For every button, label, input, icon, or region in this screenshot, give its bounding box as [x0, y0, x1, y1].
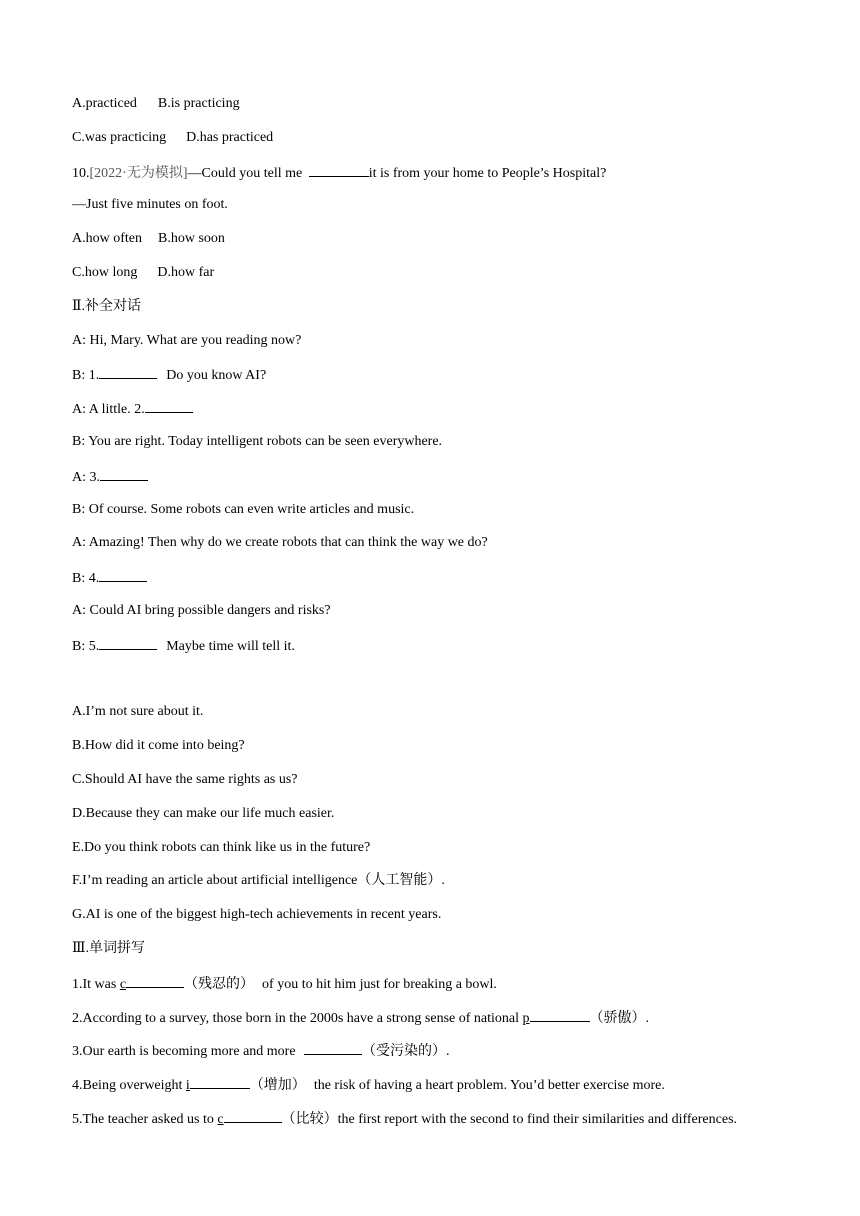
dialogue-option-d: D.Because they can make our life much easier. — [72, 805, 335, 821]
dialogue-option-g: G.AI is one of the biggest high-tech achievements in recent years. — [72, 907, 442, 923]
dialogue-option-e: E.Do you think robots can think like us in the future? — [72, 839, 371, 855]
dialogue-line-10-after: Maybe time will tell it. — [166, 638, 295, 654]
dialogue-blank-4[interactable] — [99, 567, 147, 582]
spelling-item-1 — [72, 973, 812, 1007]
spelling-blank-4[interactable] — [190, 1074, 250, 1089]
spelling-item-1-letter: c — [119, 976, 127, 992]
q10-option-a: A.how often — [72, 231, 142, 247]
spelling-blank-3[interactable] — [304, 1040, 362, 1055]
q10-stem-after: it is from your home to People’s Hospital? — [368, 165, 607, 181]
q10-answer-blank[interactable] — [309, 162, 369, 177]
dialogue-line-5 — [72, 466, 812, 500]
dialogue-blank-2[interactable] — [145, 398, 193, 413]
spelling-item-4-before: 4.Being overweight — [72, 1078, 186, 1094]
dialogue-line-8-before: B: 4. — [72, 571, 100, 587]
dialogue-line-4: B: You are right. Today intelligent robots can be seen everywhere. — [72, 433, 443, 449]
q9-option-a: A.practiced — [72, 96, 137, 111]
spelling-item-2 — [72, 1007, 812, 1041]
q10-stem-before: —Could you tell me — [187, 165, 306, 181]
dialogue-line-10 — [72, 635, 812, 703]
spelling-item-3 — [72, 1040, 812, 1074]
q10-option-b: B.how soon — [158, 231, 225, 247]
q9-option-c: C.was practicing — [72, 129, 167, 145]
dialogue-line-2-before: B: 1. — [72, 368, 100, 384]
dialogue-line-3 — [72, 398, 812, 432]
spelling-blank-5[interactable] — [224, 1108, 282, 1123]
dialogue-line-5-before: A: 3. — [72, 469, 100, 485]
dialogue-option-b: B.How did it come into being? — [72, 738, 245, 754]
spelling-item-5-after: the first report with the second to find their similarities and differences. — [337, 1111, 738, 1127]
q10-option-c: C.how long — [72, 264, 138, 280]
q10-reply: —Just five minutes on foot. — [72, 197, 228, 213]
spelling-item-1-hint: （残忍的） — [184, 976, 255, 992]
dialogue-line-2-after: Do you know AI? — [166, 368, 267, 384]
q9-option-b: B.is practicing — [157, 96, 240, 111]
spelling-item-4-letter: i — [185, 1078, 190, 1094]
q9-options-row-2 — [72, 128, 812, 162]
q10-stem — [72, 162, 812, 196]
section-3-title: Ⅲ.单词拼写 — [72, 940, 146, 956]
dialogue-blank-5[interactable] — [99, 635, 157, 650]
spelling-item-4-after: the risk of having a heart problem. You’d better exercise more. — [313, 1078, 665, 1094]
dialogue-line-1: A: Hi, Mary. What are you reading now? — [72, 332, 302, 348]
dialogue-blank-3[interactable] — [100, 466, 148, 481]
dialogue-line-9: A: Could AI bring possible dangers and risks? — [72, 602, 331, 618]
dialogue-blank-1[interactable] — [99, 364, 157, 379]
spelling-item-2-letter: p — [522, 1010, 530, 1026]
dialogue-line-3-before: A: A little. 2. — [72, 402, 145, 418]
spelling-item-5-letter: c — [217, 1111, 224, 1127]
spelling-item-4-hint: （增加） — [249, 1078, 306, 1094]
dialogue-line-8 — [72, 567, 812, 601]
spelling-item-3-before: 3.Our earth is becoming more and more — [72, 1044, 300, 1060]
q10-options-row-1 — [72, 229, 812, 263]
spelling-item-2-hint: （骄傲） — [589, 1010, 646, 1026]
spelling-blank-2[interactable] — [530, 1007, 590, 1022]
spelling-item-3-hint: （受污染的） — [362, 1044, 447, 1060]
section-2-title: Ⅱ.补全对话 — [72, 298, 142, 314]
dialogue-option-f: F.I’m reading an article about artificial intelligence（人工智能）. — [72, 873, 445, 889]
spelling-item-2-after: . — [645, 1010, 649, 1026]
dialogue-line-6: B: Of course. Some robots can even write articles and music. — [72, 501, 415, 517]
dialogue-option-a: A.I’m not sure about it. — [72, 704, 204, 720]
spelling-blank-1[interactable] — [126, 973, 184, 988]
dialogue-option-c: C.Should AI have the same rights as us? — [72, 771, 298, 787]
q9-option-d: D.has practiced — [186, 129, 274, 145]
dialogue-line-10-before: B: 5. — [72, 638, 100, 654]
spelling-item-5 — [72, 1108, 812, 1142]
q10-number: 10. — [72, 165, 90, 181]
worksheet-content — [72, 94, 812, 1142]
spelling-item-1-after: of you to hit him just for breaking a bowl. — [262, 976, 497, 992]
dialogue-line-2 — [72, 364, 812, 398]
spelling-item-5-hint: （比较） — [281, 1111, 338, 1127]
q10-source: [2022·无为模拟] — [89, 165, 188, 181]
q9-options-row-1 — [72, 94, 812, 128]
q10-option-d: D.how far — [157, 264, 215, 280]
spelling-item-4 — [72, 1074, 812, 1108]
dialogue-line-7: A: Amazing! Then why do we create robots that can think the way we do? — [72, 535, 488, 551]
spelling-item-2-before: 2.According to a survey, those born in the 2000s have a strong sense of national — [72, 1010, 523, 1026]
spelling-item-5-before: 5.The teacher asked us to — [72, 1111, 218, 1127]
q10-options-row-2 — [72, 263, 812, 297]
spelling-item-1-before: 1.It was — [72, 976, 120, 992]
spelling-item-3-after: . — [446, 1044, 450, 1060]
